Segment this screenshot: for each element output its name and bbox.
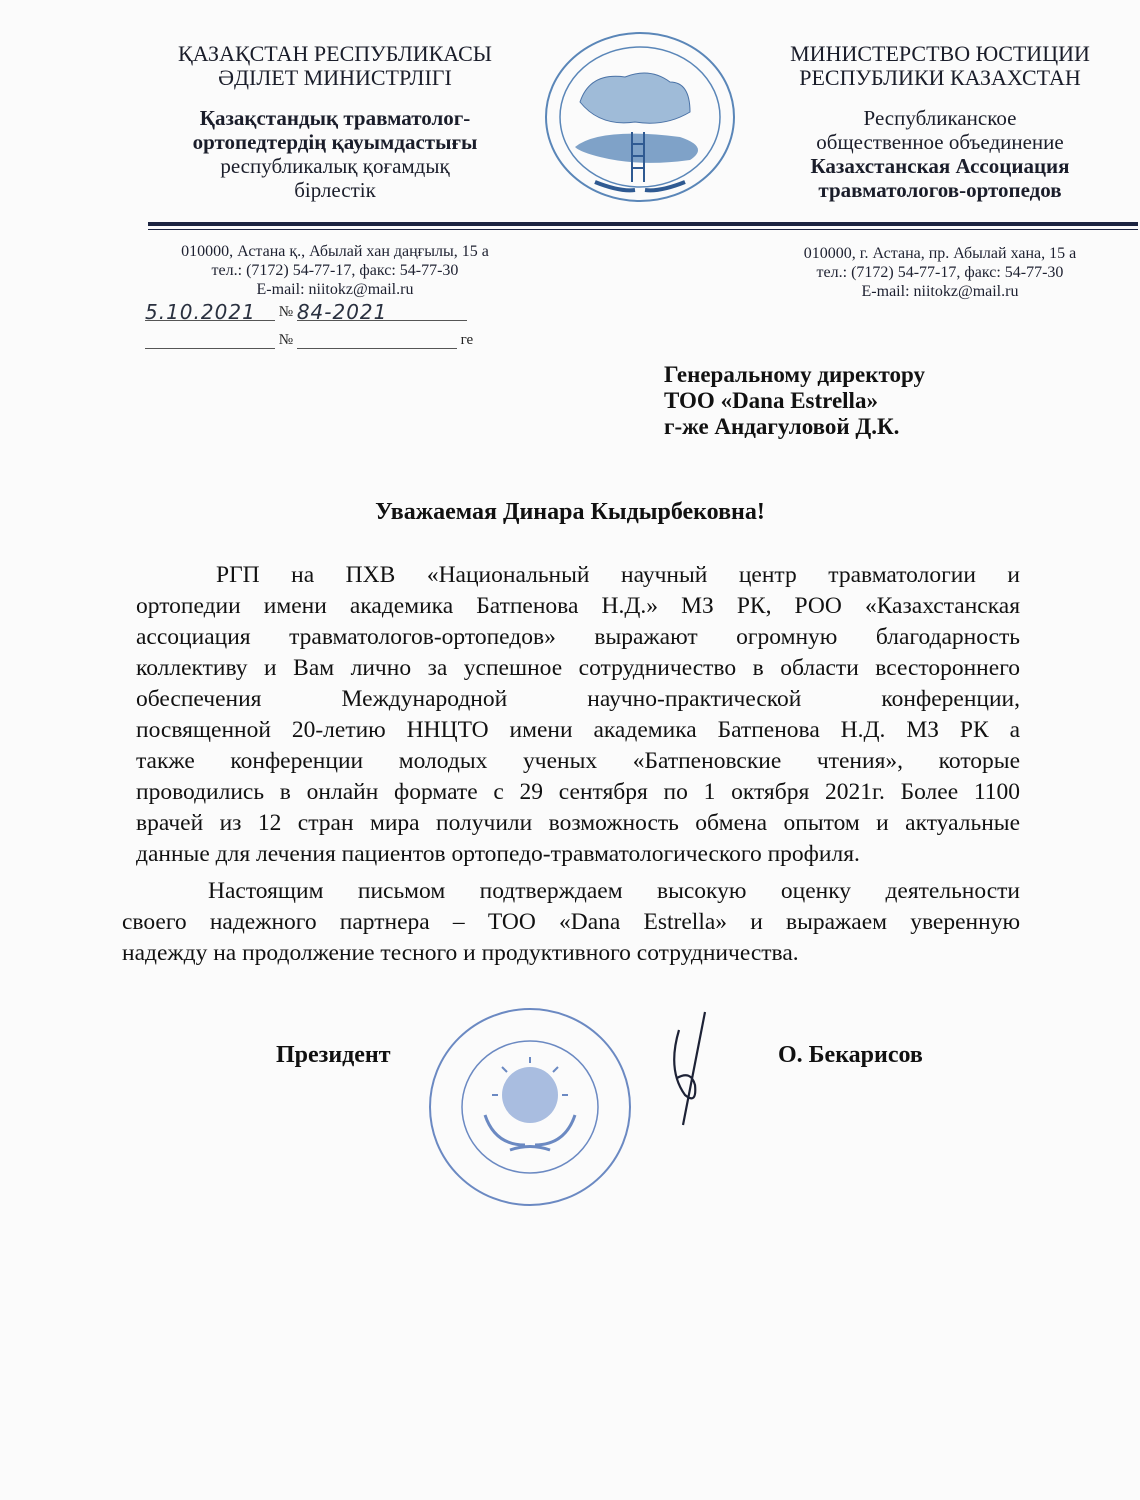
address-kz: 010000, Астана қ., Абылай хан даңғылы, 15 а bbox=[181, 243, 489, 260]
phone-ru: тел.: (7172) 54-77-17, факс: 54-77-30 bbox=[816, 264, 1064, 281]
paragraph-1 bbox=[136, 560, 1020, 870]
paragraph-line: проводились в онлайн формате с 29 сентября по 1 октября 2021г. Более 1100 bbox=[136, 779, 1020, 805]
addressee-company: ТОО «Dana Estrella» bbox=[664, 388, 878, 413]
address-left bbox=[140, 242, 530, 299]
paragraph-line: ортопедии имени академика Батпенова Н.Д.» МЗ РК, РОО «Казахстанская bbox=[136, 593, 1020, 619]
handwritten-number: 84-2021 bbox=[296, 300, 388, 324]
org-ru-line3: Казахстанская Ассоциация bbox=[810, 154, 1070, 178]
addressee-title: Генеральному директору bbox=[664, 362, 925, 387]
reference-line-1 bbox=[145, 300, 467, 324]
paragraph-line: обеспечения Международной научно-практической конференции, bbox=[136, 686, 1020, 712]
handwritten-date: 5.10.2021 bbox=[145, 300, 256, 324]
paragraph-line: ассоциация травматологов-ортопедов» выражают огромную благодарность bbox=[136, 624, 1020, 650]
addressee-block bbox=[664, 362, 925, 440]
address-right bbox=[770, 244, 1110, 301]
paragraph-2 bbox=[122, 876, 1020, 969]
org-ru-line1: Республиканское bbox=[863, 106, 1017, 130]
number-sign-2: № bbox=[278, 332, 294, 348]
official-stamp bbox=[425, 1005, 635, 1210]
phone-kz: тел.: (7172) 54-77-17, факс: 54-77-30 bbox=[211, 262, 459, 279]
reference-line-2 bbox=[145, 328, 473, 349]
reference-suffix: ге bbox=[460, 332, 474, 348]
signatory-title: Президент bbox=[276, 1042, 391, 1068]
org-ru-line2: общественное объединение bbox=[816, 130, 1064, 154]
paragraph-line: данные для лечения пациентов ортопедо-травматологического профиля. bbox=[136, 841, 860, 867]
ministry-ru-line2: РЕСПУБЛИКИ КАЗАХСТАН bbox=[799, 65, 1081, 90]
number-sign: № bbox=[278, 304, 294, 320]
org-kz-line4: бірлестік bbox=[294, 178, 376, 202]
paragraph-line: врачей из 12 стран мира получили возможность обмена опытом и актуальные bbox=[136, 810, 1020, 836]
salutation: Уважаемая Динара Кыдырбековна! bbox=[375, 499, 765, 525]
email-kz: E-mail: niitokz@mail.ru bbox=[256, 281, 414, 298]
association-logo bbox=[540, 32, 740, 207]
letterhead-left bbox=[140, 42, 530, 202]
paragraph-line: коллективу и Вам лично за успешное сотрудничество в области всестороннего bbox=[136, 655, 1020, 681]
ministry-ru-line1: МИНИСТЕРСТВО ЮСТИЦИИ bbox=[790, 41, 1090, 66]
ministry-kz-line2: ӘДІЛЕТ МИНИСТРЛІГІ bbox=[218, 65, 452, 90]
header-rule-thin bbox=[148, 229, 1138, 230]
handwritten-signature bbox=[665, 1010, 715, 1130]
paragraph-line: посвященной 20-летию ННЦТО имени академика Батпенова Н.Д. МЗ РК а bbox=[136, 717, 1020, 743]
paragraph-line: Настоящим письмом подтверждаем высокую оценку деятельности bbox=[208, 878, 1020, 904]
addressee-name: г-же Андагуловой Д.К. bbox=[664, 414, 900, 439]
signatory-name: О. Бекарисов bbox=[778, 1042, 923, 1068]
header-rule-thick bbox=[148, 222, 1138, 226]
letterhead-right bbox=[770, 42, 1110, 202]
ministry-kz-line1: ҚАЗАҚСТАН РЕСПУБЛИКАСЫ bbox=[178, 41, 492, 66]
paragraph-line: РГП на ПХВ «Национальный научный центр травматологии и bbox=[216, 562, 1020, 588]
address-ru: 010000, г. Астана, пр. Абылай хана, 15 а bbox=[803, 245, 1077, 262]
paragraph-line: своего надежного партнера – ТОО «Dana Estrella» и выражаем уверенную bbox=[122, 909, 1020, 935]
org-ru-line4: травматологов-ортопедов bbox=[818, 178, 1062, 202]
paragraph-line: надежду на продолжение тесного и продуктивного сотрудничества. bbox=[122, 940, 799, 966]
paragraph-line: также конференции молодых ученых «Батпеновские чтения», которые bbox=[136, 748, 1020, 774]
org-kz-line3: республикалық қоғамдық bbox=[220, 154, 450, 178]
org-kz-line1: Қазақстандық травматолог- bbox=[199, 106, 471, 130]
email-ru: E-mail: niitokz@mail.ru bbox=[861, 283, 1019, 300]
org-kz-line2: ортопедтердің қауымдастығы bbox=[192, 130, 478, 154]
